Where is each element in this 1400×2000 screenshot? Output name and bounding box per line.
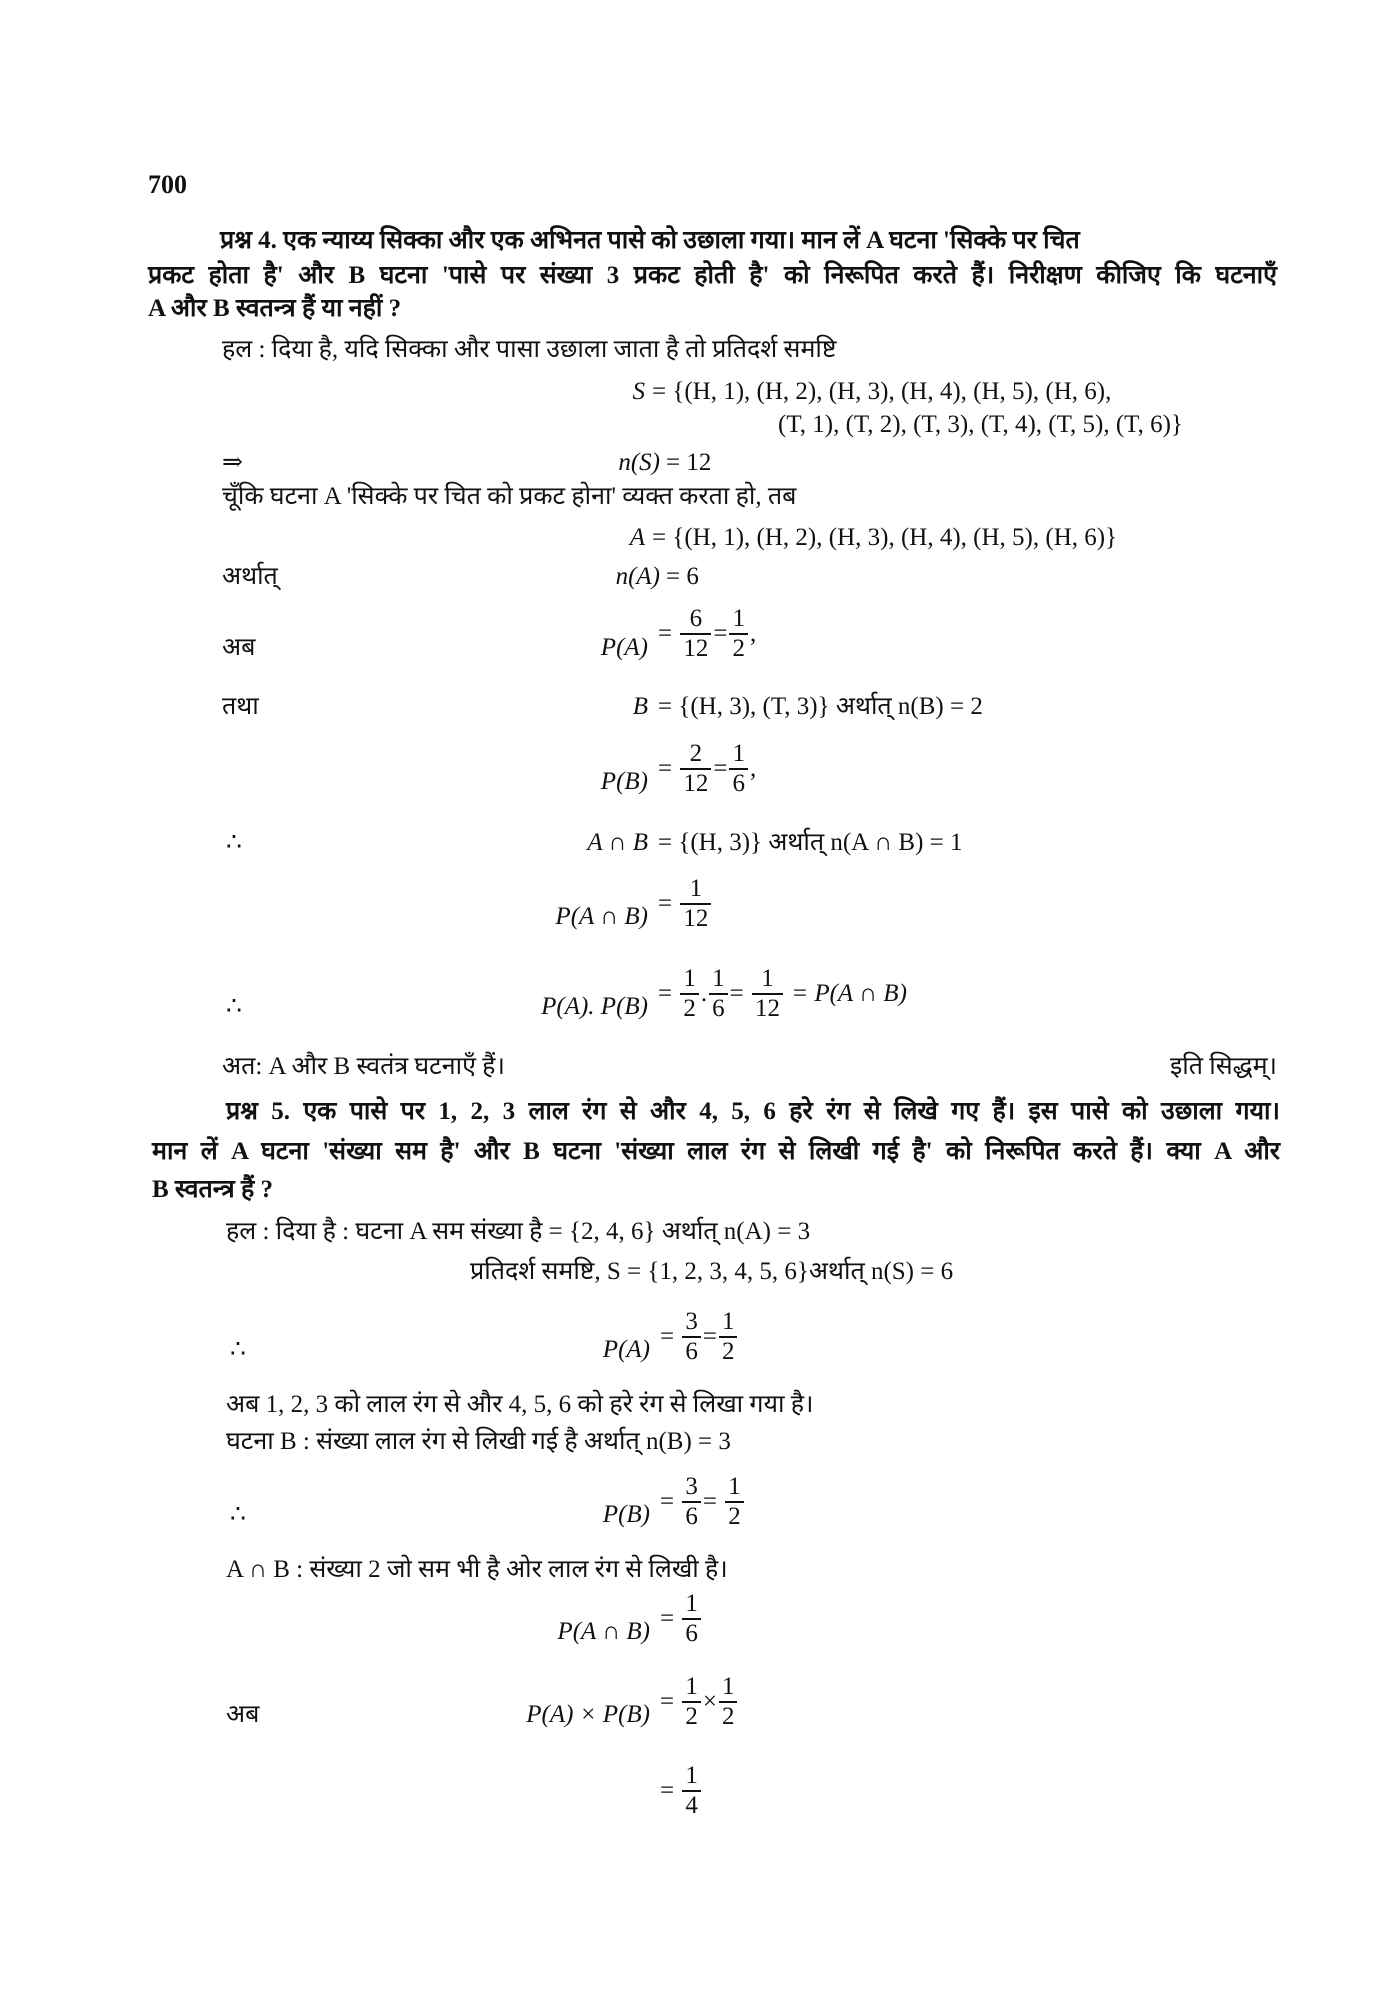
fraction: $\frac{3}{6}$: [682, 1308, 701, 1366]
sample-space-row-2: (T, 1), (T, 2), (T, 3), (T, 4), (T, 5), (T, 6)}: [778, 411, 1183, 438]
fraction: $\frac{1}{12}$: [752, 965, 783, 1023]
PB-lhs: P(B): [600, 768, 648, 795]
fraction: $\frac{1}{2}$: [729, 605, 748, 663]
PAB-rhs: = $\frac{1}{12}$: [658, 875, 713, 933]
event-B-line: घटना B : संख्या लाल रंग से लिखी गई है अर्थात् n(B) = 3: [226, 1428, 731, 1455]
PB-lhs: P(B): [602, 1501, 650, 1528]
PA-lhs: P(A): [600, 634, 648, 661]
PA-rhs: = $\frac{6}{12}$ = $\frac{1}{2}$ ,: [658, 605, 757, 662]
event-A-lhs: A: [629, 524, 645, 551]
fraction: $\frac{1}{2}$: [682, 1673, 701, 1731]
PB-rhs: = $\frac{3}{6}$ = $\frac{1}{2}$: [660, 1473, 746, 1531]
PA-rhs: = $\frac{3}{6}$ = $\frac{1}{2}$: [660, 1308, 739, 1366]
ab-label: अब: [222, 634, 256, 661]
sample-space-line: प्रतिदर्श समष्टि, S = {1, 2, 3, 4, 5, 6}अर्थात् n(S) = 6: [470, 1258, 954, 1285]
PB-rhs: = $\frac{2}{12}$ = $\frac{1}{6}$ ,: [658, 740, 757, 797]
qed-label: इति सिद्धम्।: [1169, 1053, 1277, 1080]
question-4-line-2: प्रकट होता है' और B घटना 'पासे पर संख्या 3 प्रकट होती है' को निरूपित करते हैं। निरीक्षण कीजिए कि घटनाएँ: [148, 262, 1277, 289]
fraction: $\frac{1}{4}$: [682, 1762, 701, 1820]
nA-lhs: n(A): [615, 563, 660, 590]
fraction: $\frac{1}{2}$: [725, 1473, 744, 1531]
nA-rhs: = 6: [666, 563, 699, 590]
tatha-label: तथा: [222, 693, 259, 720]
PAB-lhs: P(A ∩ B): [555, 903, 648, 930]
sample-space-lhs: S: [632, 378, 645, 405]
event-B-lhs: B: [632, 693, 648, 720]
intersection-rhs: = {(H, 3)} अर्थात् n(A ∩ B) = 1: [658, 829, 963, 856]
question-5-line-1: प्रश्न 5. एक पासे पर 1, 2, 3 लाल रंग से और 4, 5, 6 हरे रंग से लिखे गए हैं। इस पासे को उछाला गया।: [226, 1098, 1280, 1125]
PAB-lhs: P(A ∩ B): [557, 1618, 650, 1645]
fraction: $\frac{1}{6}$: [729, 740, 748, 798]
fraction: $\frac{1}{12}$: [680, 875, 711, 933]
therefore-symbol: ∴: [230, 1501, 246, 1528]
fraction: $\frac{1}{6}$: [709, 965, 728, 1023]
PA-lhs: P(A): [602, 1336, 650, 1363]
therefore-symbol: ∴: [226, 829, 242, 856]
final-result: = $\frac{1}{4}$: [660, 1762, 703, 1820]
page-number: 700: [148, 170, 187, 199]
question-4-line-1: प्रश्न 4. एक न्याय्य सिक्का और एक अभिनत पासे को उछाला गया। मान लें A घटना 'सिक्के पर चित: [220, 227, 1080, 254]
nS-rhs: = 12: [666, 449, 712, 476]
fraction: $\frac{3}{6}$: [682, 1473, 701, 1531]
colors-line: अब 1, 2, 3 को लाल रंग से और 4, 5, 6 को हरे रंग से लिखा गया है।: [226, 1391, 814, 1418]
question-5-line-3: B स्वतन्त्र हैं ?: [152, 1176, 274, 1203]
event-A-rhs: = {(H, 1), (H, 2), (H, 3), (H, 4), (H, 5), (H, 6)}: [652, 524, 1118, 551]
intersection-lhs: A ∩ B: [587, 829, 648, 856]
fraction: $\frac{2}{12}$: [680, 740, 711, 798]
event-B-rhs: = {(H, 3), (T, 3)} अर्थात् n(B) = 2: [658, 693, 983, 720]
question-5-line-2: मान लें A घटना 'संख्या सम है' और B घटना 'संख्या लाल रंग से लिखी गई है' को निरूपित करते हैं। क्या A और: [152, 1138, 1280, 1165]
implies-symbol: ⇒: [222, 449, 243, 476]
product-rhs: = $\frac{1}{2}$ . $\frac{1}{6}$ = $\frac{1}{12}$ = P(A ∩ B): [658, 965, 907, 1022]
fraction: $\frac{1}{2}$: [719, 1308, 738, 1366]
sample-space-row-1: = {(H, 1), (H, 2), (H, 3), (H, 4), (H, 5), (H, 6),: [652, 378, 1112, 405]
fraction: $\frac{1}{6}$: [682, 1590, 701, 1648]
therefore-symbol: ∴: [230, 1336, 246, 1363]
fraction: $\frac{1}{2}$: [680, 965, 699, 1023]
product-rhs: = $\frac{1}{2}$ × $\frac{1}{2}$: [660, 1673, 739, 1731]
PAB-rhs: = $\frac{1}{6}$: [660, 1590, 703, 1648]
question-4-line-3: A और B स्वतन्त्र हैं या नहीं ?: [148, 295, 402, 322]
fraction: $\frac{6}{12}$: [680, 605, 711, 663]
solution-intro: हल : दिया है : घटना A सम संख्या है = {2, 4, 6} अर्थात् n(A) = 3: [226, 1218, 811, 1245]
arthat-label: अर्थात्: [222, 563, 278, 590]
product-lhs: P(A). P(B): [541, 993, 648, 1020]
conclusion: अत: A और B स्वतंत्र घटनाएँ हैं।: [222, 1053, 505, 1080]
intersection-line: A ∩ B : संख्या 2 जो सम भी है ओर लाल रंग से लिखी है।: [226, 1556, 728, 1583]
product-lhs: P(A) × P(B): [526, 1701, 650, 1728]
therefore-symbol: ∴: [226, 993, 242, 1020]
fraction: $\frac{1}{2}$: [719, 1673, 738, 1731]
solution-intro: हल : दिया है, यदि सिक्का और पासा उछाला जाता है तो प्रतिदर्श समष्टि: [222, 336, 837, 363]
since-line: चूँकि घटना A 'सिक्के पर चित को प्रकट होना' व्यक्त करता हो, तब: [222, 483, 797, 510]
ab-label: अब: [226, 1701, 260, 1728]
nS-lhs: n(S): [618, 449, 660, 476]
